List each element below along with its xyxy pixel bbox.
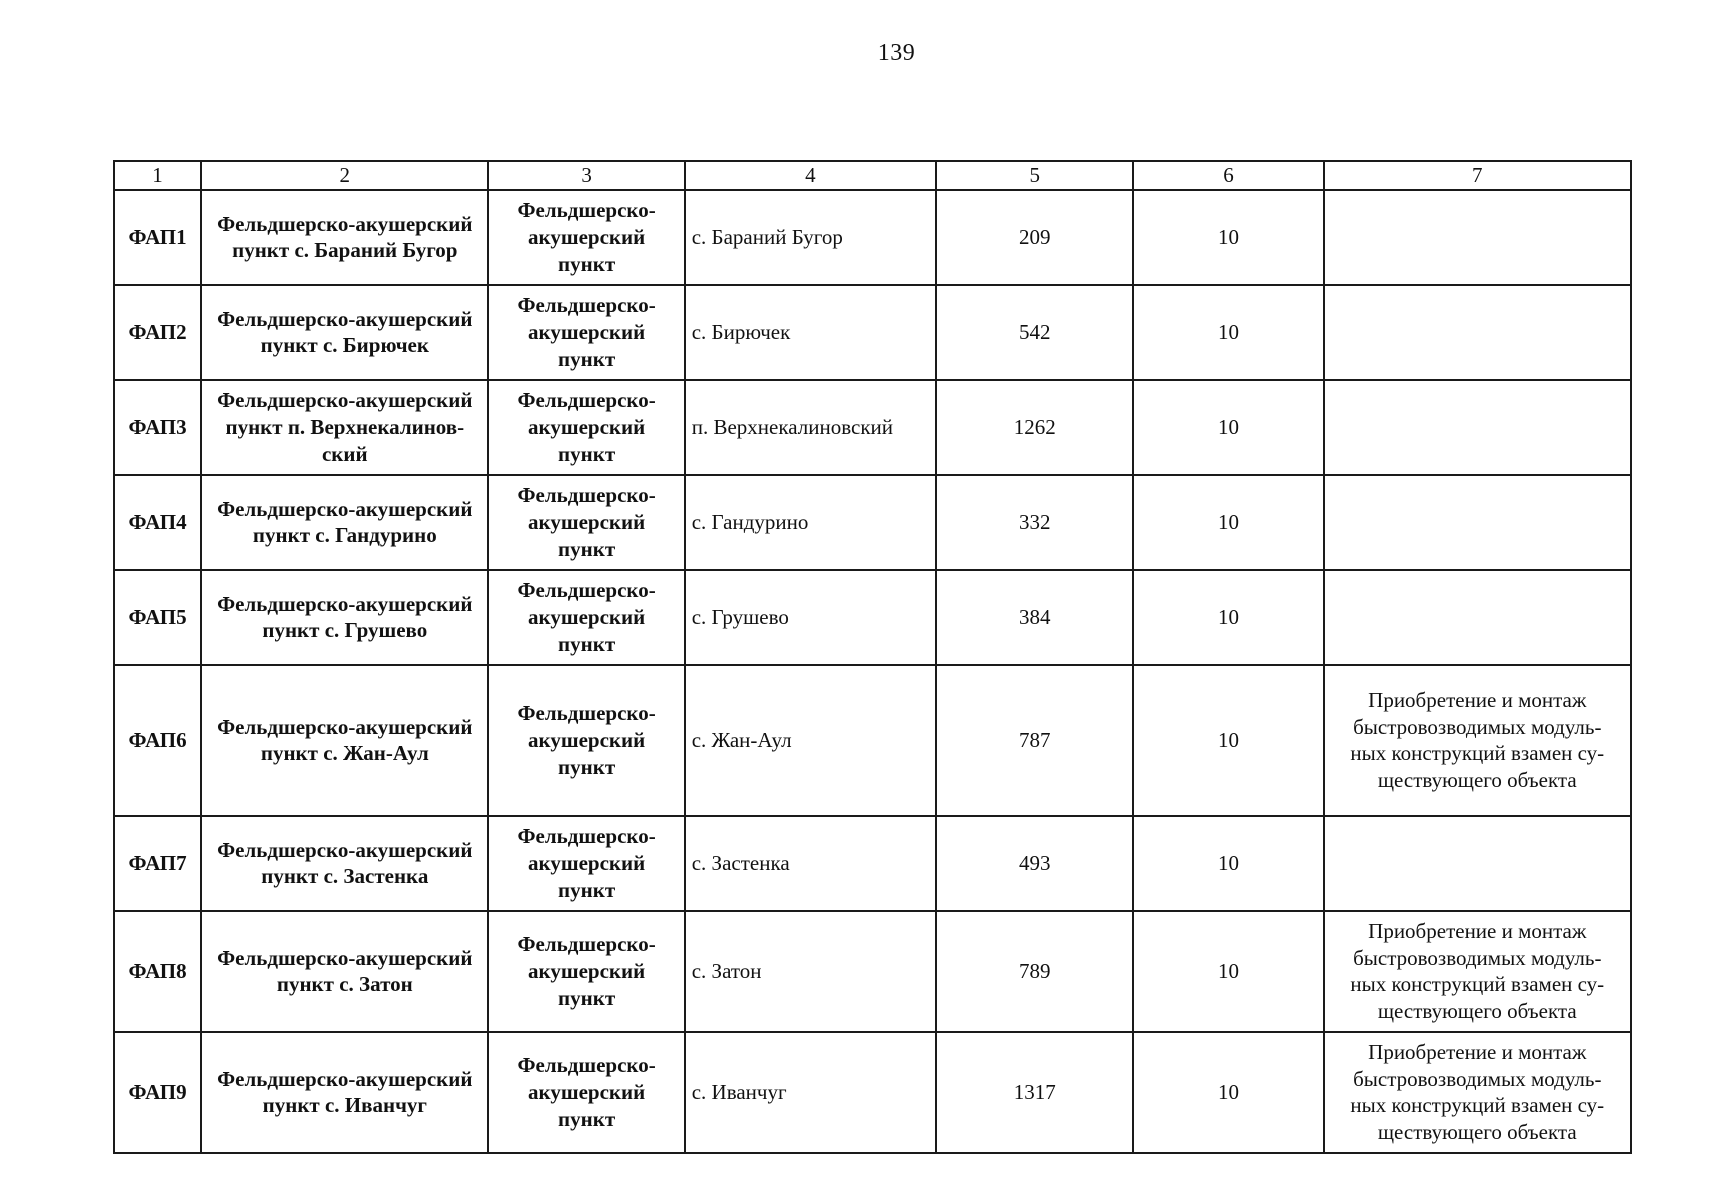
table-row: [114, 570, 1631, 665]
name-line: Фельдшерско-акушерский: [217, 388, 473, 413]
cell-code: ФАП4: [114, 475, 201, 570]
cell-type: [488, 1032, 684, 1153]
cell-capacity: 10: [1133, 475, 1323, 570]
cell-type: [488, 570, 684, 665]
cell-type: [488, 816, 684, 911]
page-number: [0, 40, 1725, 67]
cell-name: [201, 911, 488, 1032]
name-line: Фельдшерско-акушерский: [217, 1066, 473, 1091]
cell-location: с. Иванчуг: [685, 1032, 936, 1153]
cell-capacity: 10: [1133, 380, 1323, 475]
name-line: пункт с. Бараний Бугор: [232, 238, 458, 263]
table-body: [114, 190, 1631, 1153]
type-line: Фельдшерско-: [517, 483, 656, 508]
cell-note: [1324, 380, 1631, 475]
header-row: [114, 161, 1631, 190]
type-line: пункт: [558, 754, 616, 779]
cell-note: [1324, 911, 1631, 1032]
cell-note: [1324, 1032, 1631, 1153]
page-number-text: 139: [877, 40, 916, 66]
cell-capacity: 10: [1133, 816, 1323, 911]
cell-population: 493: [936, 816, 1133, 911]
cell-population: 542: [936, 285, 1133, 380]
cell-name: [201, 1032, 488, 1153]
cell-code: ФАП9: [114, 1032, 201, 1153]
cell-type: [488, 475, 684, 570]
type-line: пункт: [558, 985, 616, 1010]
name-line: пункт с. Застенка: [261, 864, 429, 889]
cell-location: с. Гандурино: [685, 475, 936, 570]
header-col-1: 1: [114, 161, 201, 190]
table-row: [114, 285, 1631, 380]
cell-capacity: 10: [1133, 570, 1323, 665]
name-line: пункт п. Верхнекалинов-: [225, 414, 465, 439]
cell-type: [488, 665, 684, 816]
cell-name: [201, 665, 488, 816]
cell-capacity: 10: [1133, 911, 1323, 1032]
cell-note: [1324, 285, 1631, 380]
cell-capacity: 10: [1133, 285, 1323, 380]
type-line: Фельдшерско-: [517, 293, 656, 318]
cell-note: [1324, 665, 1631, 816]
cell-note: [1324, 190, 1631, 285]
table-row: [114, 380, 1631, 475]
cell-capacity: 10: [1133, 190, 1323, 285]
cell-type: [488, 380, 684, 475]
cell-code: ФАП5: [114, 570, 201, 665]
name-line: пункт с. Жан-Аул: [260, 741, 429, 766]
type-line: Фельдшерско-: [517, 932, 656, 957]
note-line: ществующего объекта: [1377, 768, 1577, 793]
cell-code: ФАП2: [114, 285, 201, 380]
type-line: акушерский: [528, 414, 646, 439]
type-line: акушерский: [528, 509, 646, 534]
note-line: быстровозводимых модуль-: [1353, 945, 1602, 970]
name-line: Фельдшерско-акушерский: [217, 714, 473, 739]
name-line: Фельдшерско-акушерский: [217, 591, 473, 616]
cell-location: с. Грушево: [685, 570, 936, 665]
cell-code: ФАП8: [114, 911, 201, 1032]
cell-name: [201, 570, 488, 665]
cell-population: 1317: [936, 1032, 1133, 1153]
type-line: акушерский: [528, 224, 646, 249]
header-col-4: 4: [685, 161, 936, 190]
type-line: акушерский: [528, 958, 646, 983]
cell-note: [1324, 475, 1631, 570]
cell-name: [201, 190, 488, 285]
header-col-3: 3: [488, 161, 684, 190]
note-line: быстровозводимых модуль-: [1353, 714, 1602, 739]
type-line: Фельдшерско-: [517, 578, 656, 603]
cell-code: ФАП6: [114, 665, 201, 816]
note-line: ных конструкций взамен су-: [1350, 741, 1605, 766]
name-line: Фельдшерско-акушерский: [217, 945, 473, 970]
facilities-table: [113, 160, 1632, 1154]
cell-population: 384: [936, 570, 1133, 665]
type-line: пункт: [558, 1106, 616, 1131]
note-line: Приобретение и монтаж: [1368, 918, 1587, 943]
cell-name: [201, 475, 488, 570]
name-line: Фельдшерско-акушерский: [217, 211, 473, 236]
name-line: пункт с. Бирючек: [260, 333, 429, 358]
type-line: Фельдшерско-: [517, 388, 656, 413]
cell-type: [488, 190, 684, 285]
type-line: акушерский: [528, 850, 646, 875]
type-line: акушерский: [528, 604, 646, 629]
note-line: быстровозводимых модуль-: [1353, 1066, 1602, 1091]
cell-name: [201, 816, 488, 911]
table-row: [114, 475, 1631, 570]
cell-name: [201, 285, 488, 380]
type-line: пункт: [558, 631, 616, 656]
type-line: акушерский: [528, 319, 646, 344]
cell-capacity: 10: [1133, 1032, 1323, 1153]
type-line: Фельдшерско-: [517, 824, 656, 849]
cell-type: [488, 911, 684, 1032]
name-line: Фельдшерско-акушерский: [217, 837, 473, 862]
cell-population: 789: [936, 911, 1133, 1032]
note-line: ных конструкций взамен су-: [1350, 972, 1605, 997]
table-row: [114, 816, 1631, 911]
cell-location: с. Бараний Бугор: [685, 190, 936, 285]
cell-location: с. Застенка: [685, 816, 936, 911]
cell-location: п. Верхнекалиновский: [685, 380, 936, 475]
cell-note: [1324, 816, 1631, 911]
type-line: пункт: [558, 251, 616, 276]
cell-code: ФАП7: [114, 816, 201, 911]
cell-location: с. Бирючек: [685, 285, 936, 380]
cell-capacity: 10: [1133, 665, 1323, 816]
table-header: [114, 161, 1631, 190]
header-col-6: 6: [1133, 161, 1323, 190]
cell-population: 209: [936, 190, 1133, 285]
table-row: [114, 1032, 1631, 1153]
name-line: Фельдшерско-акушерский: [217, 496, 473, 521]
header-col-5: 5: [936, 161, 1133, 190]
name-line: Фельдшерско-акушерский: [217, 306, 473, 331]
cell-population: 332: [936, 475, 1133, 570]
name-line: ский: [321, 441, 368, 466]
note-line: Приобретение и монтаж: [1368, 687, 1587, 712]
type-line: акушерский: [528, 1079, 646, 1104]
cell-code: ФАП1: [114, 190, 201, 285]
cell-note: [1324, 570, 1631, 665]
cell-code: ФАП3: [114, 380, 201, 475]
name-line: пункт с. Иванчуг: [262, 1093, 427, 1118]
header-col-2: 2: [201, 161, 488, 190]
note-line: ных конструкций взамен су-: [1350, 1093, 1605, 1118]
name-line: пункт с. Затон: [276, 972, 413, 997]
cell-location: с. Жан-Аул: [685, 665, 936, 816]
name-line: пункт с. Гандурино: [252, 523, 437, 548]
header-col-7: 7: [1324, 161, 1631, 190]
type-line: пункт: [558, 877, 616, 902]
type-line: Фельдшерско-: [517, 701, 656, 726]
type-line: пункт: [558, 346, 616, 371]
name-line: пункт с. Грушево: [262, 618, 428, 643]
note-line: Приобретение и монтаж: [1368, 1039, 1587, 1064]
note-line: ществующего объекта: [1377, 999, 1577, 1024]
note-line: ществующего объекта: [1377, 1120, 1577, 1145]
table-row: [114, 665, 1631, 816]
cell-name: [201, 380, 488, 475]
cell-population: 787: [936, 665, 1133, 816]
table-row: [114, 190, 1631, 285]
type-line: Фельдшерско-: [517, 198, 656, 223]
type-line: пункт: [558, 536, 616, 561]
type-line: Фельдшерско-: [517, 1053, 656, 1078]
cell-type: [488, 285, 684, 380]
table-row: [114, 911, 1631, 1032]
cell-population: 1262: [936, 380, 1133, 475]
cell-location: с. Затон: [685, 911, 936, 1032]
type-line: пункт: [558, 441, 616, 466]
type-line: акушерский: [528, 727, 646, 752]
